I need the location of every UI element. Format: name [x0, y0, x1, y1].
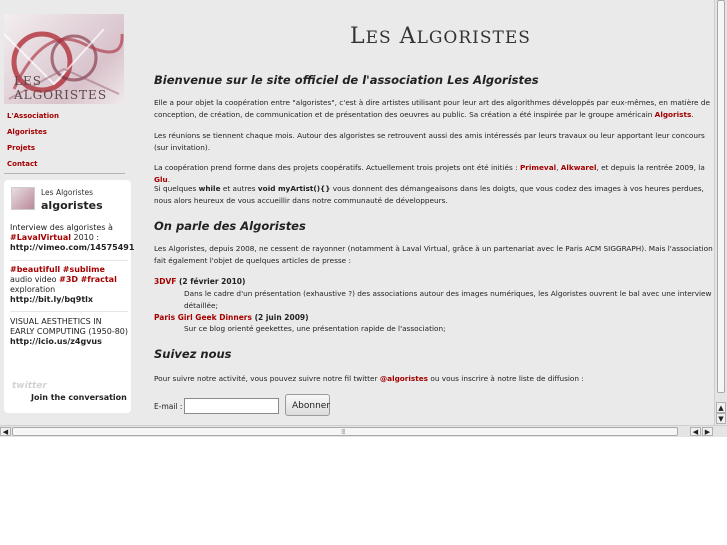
paragraph-text: La coopération prend forme dans des projets coopératifs. Actuellement trois projets ont été initiés :	[154, 163, 520, 172]
paragraph-text: vous donnent des démangeaisons dans les doigts, que vous codez des images à vos heures perdues, nous alors heureux de vous accueillir dans notre communauté de développeurs.	[154, 184, 704, 205]
twitter-handle[interactable]: algoristes	[41, 199, 103, 212]
welcome-heading: Bienvenue sur le site officiel de l'association Les Algoristes	[154, 73, 539, 87]
twitter-avatar[interactable]	[11, 187, 35, 210]
twitter-widget	[4, 180, 135, 413]
tweet-hashtag[interactable]: #beautifull	[10, 265, 61, 274]
press-item-title	[154, 313, 309, 322]
press-date: (2 juin 2009)	[251, 313, 309, 322]
developers-paragraph	[154, 183, 714, 206]
paragraph-text: , et depuis la rentrée 2009, la	[596, 163, 705, 172]
follow-heading: Suivez nous	[154, 347, 232, 361]
press-link-3dvf[interactable]: 3DVF	[154, 277, 177, 286]
tweet-text: exploration	[10, 285, 56, 294]
tweet-hashtag[interactable]: #sublime	[62, 265, 105, 274]
site-logo[interactable]	[4, 14, 124, 104]
title-initial: L	[350, 24, 366, 49]
press-item-title	[154, 277, 245, 286]
title-smallcaps: ES	[365, 28, 392, 48]
vertical-scroll-thumb[interactable]	[717, 0, 725, 393]
code-snippet: void myArtist(){}	[257, 184, 331, 193]
tweet-link[interactable]: http://bit.ly/bq9tlx	[10, 295, 94, 304]
scroll-grip-icon: ⁞⁞⁞	[341, 428, 345, 436]
paragraph-text: Pour suivre notre activité, vous pouvez suivre notre fil twitter	[154, 374, 380, 383]
nav-item-projets[interactable]: Projets	[7, 144, 36, 152]
paragraph-text: et autres	[220, 184, 258, 193]
follow-paragraph	[154, 373, 714, 385]
press-date: (2 février 2010)	[176, 277, 246, 286]
meetings-paragraph: Les réunions se tiennent chaque mois. Autour des algoristes se retrouvent aussi des amis intéressés par leurs travaux ou leur apportant leur concours (sur invitation).	[154, 131, 705, 152]
primeval-link[interactable]: Primeval	[519, 163, 557, 172]
algorists-link[interactable]: Algorists	[654, 109, 692, 119]
paragraph-text: Elle a pour objet la coopération entre "algoristes", c'est à dire artistes utilisant pour leur art des algorithmes développés par eux-mêmes, en matière de conception, de création, de communication et de présentation des oeuvres au public. Sa création a été inspirée par le groupe américain	[154, 98, 710, 119]
vertical-scrollbar[interactable]	[714, 0, 727, 425]
intro-paragraph	[154, 97, 714, 120]
paragraph-text: .	[691, 109, 694, 119]
press-paragraph: Les Algoristes, depuis 2008, ne cessent de rayonner (notamment à Laval Virtual, grâce à un partenariat avec le Paris ACM SIGGRAPH). Mais l'association fait également l'objet de quelques articles de presse :	[154, 244, 713, 265]
email-label: E-mail :	[154, 402, 183, 411]
code-keyword: while	[198, 184, 221, 193]
tweet-text: 2010 :	[70, 233, 100, 242]
sidebar-nav	[7, 111, 59, 175]
tweet-text: VISUAL AESTHETICS IN EARLY COMPUTING (1950-80)	[10, 317, 129, 336]
twitter-account-link[interactable]: @algoristes	[379, 374, 429, 383]
paragraph-text: ou vous inscrire à notre liste de diffusion :	[428, 374, 584, 383]
tweet-hashtag[interactable]: #LavalVirtual	[10, 233, 71, 242]
press-item-description: Sur ce blog orienté geekettes, une présentation rapide de l'association;	[184, 324, 446, 333]
tweet-hashtag[interactable]: #fractal	[80, 275, 117, 284]
site-title	[350, 24, 531, 49]
nav-item-contact[interactable]: Contact	[7, 160, 38, 168]
horizontal-scroll-thumb[interactable]	[12, 427, 678, 436]
tweet	[10, 265, 128, 305]
sidebar-divider	[4, 173, 125, 174]
nav-item-algoristes[interactable]: Algoristes	[7, 128, 47, 136]
tweet-link[interactable]: http://vimeo.com/14575491	[10, 243, 135, 252]
paragraph-text: Si quelques	[154, 184, 199, 193]
title-initial: A	[399, 24, 417, 49]
tweet-text: audio video	[10, 275, 60, 284]
tweet	[10, 223, 135, 253]
twitter-logo[interactable]: twitter	[12, 381, 47, 391]
press-heading: On parle des Algoristes	[154, 219, 306, 233]
scroll-up-arrow-icon[interactable]: ▲	[716, 402, 726, 413]
twitter-name: Les Algoristes	[41, 188, 94, 197]
scroll-down-arrow-icon[interactable]: ▼	[716, 413, 726, 424]
tweet	[10, 317, 128, 347]
tweet-divider	[10, 311, 128, 312]
title-smallcaps: LGORISTES	[416, 28, 531, 48]
scroll-left-arrow-icon[interactable]: ◀	[0, 427, 11, 436]
join-conversation-link[interactable]: Join the conversation	[31, 393, 127, 402]
paragraph-text: .	[167, 174, 171, 184]
projects-paragraph	[154, 162, 714, 185]
email-input[interactable]	[184, 398, 279, 414]
logo-text: LES ALGORISTES	[14, 74, 108, 102]
tweet-link[interactable]: http://icio.us/z4gvus	[10, 337, 102, 346]
tweet-divider	[10, 260, 128, 261]
press-item-description: Dans le cadre d'un présentation (exhaustive ?) des associations autour des images numériques, les Algoristes ouvrent le bal avec une interview détaillée;	[184, 289, 712, 310]
nav-item-association[interactable]: L'Association	[7, 112, 59, 120]
scroll-right-arrow-icon[interactable]: ▶	[702, 427, 713, 436]
scroll-left-arrow-icon[interactable]: ◀	[690, 427, 701, 436]
subscribe-button[interactable]: Abonner	[285, 394, 330, 416]
alkwarel-link[interactable]: Alkwarel	[560, 163, 597, 172]
horizontal-scrollbar[interactable]	[0, 425, 727, 437]
tweet-hashtag[interactable]: #3D	[59, 275, 79, 284]
glu-link[interactable]: Glu	[154, 174, 168, 184]
paragraph-text: ,	[556, 163, 561, 172]
tweet-text: Interview des algoristes à	[10, 223, 113, 232]
press-link-girl-geek-dinners[interactable]: Paris Girl Geek Dinners	[154, 313, 252, 322]
